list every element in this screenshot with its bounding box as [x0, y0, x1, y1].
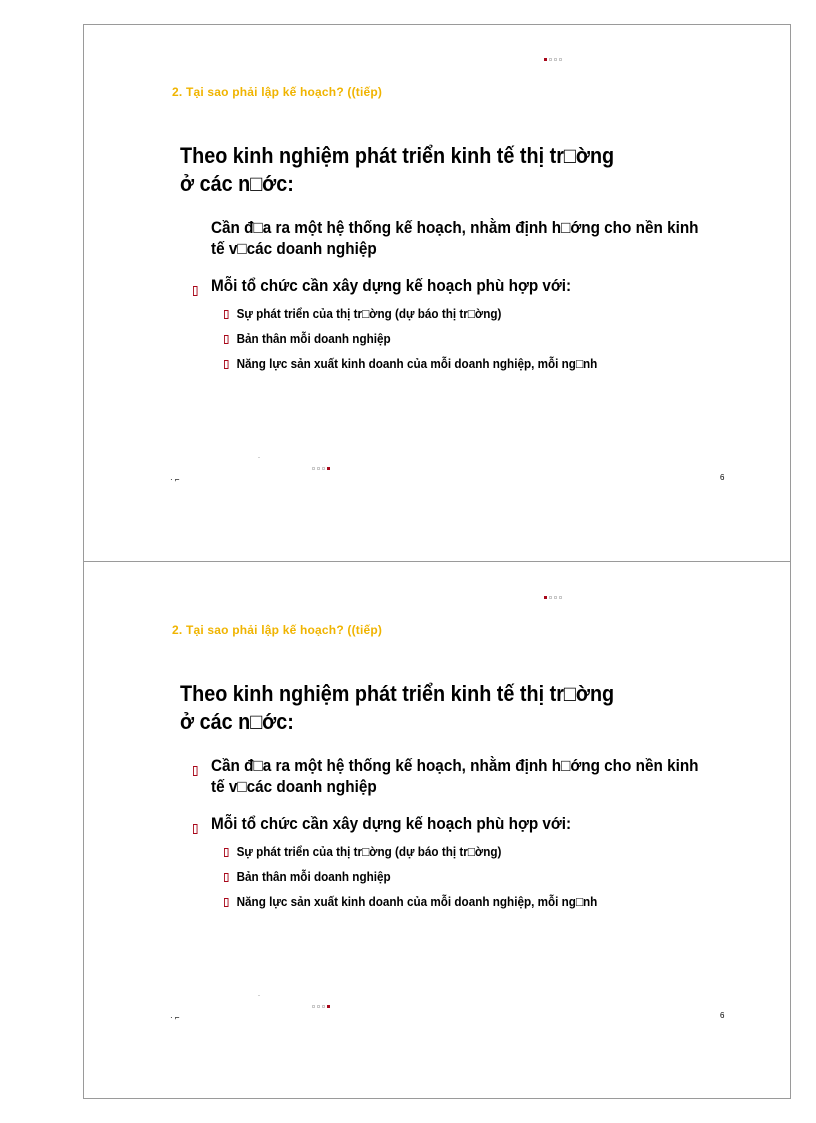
heading-line: ở các n□ớc: — [180, 709, 294, 734]
sub-bullet-text: Bản thân mỗi doanh nghiệp — [236, 331, 391, 346]
bullet-item — [193, 217, 715, 259]
sub-bullet-text: Bản thân mỗi doanh nghiệp — [236, 869, 391, 884]
sub-bullet-item — [224, 356, 728, 372]
bullet-item — [193, 755, 715, 797]
sub-bullet-item — [224, 306, 728, 322]
bullet-marker-icon — [193, 759, 198, 780]
decoration-squares-top — [544, 58, 562, 61]
heading-line: ở các n□ớc: — [180, 171, 294, 196]
bullet-marker-icon — [224, 331, 237, 347]
bullet-marker-icon — [224, 844, 237, 860]
slide-1 — [83, 24, 791, 561]
heading-line: Theo kinh nghiệm phát triển kinh tế thị tr□ờng — [180, 143, 615, 168]
bullet-item — [193, 275, 715, 296]
bullet-marker-icon — [224, 306, 237, 322]
slide-2 — [83, 562, 791, 1099]
decoration-squares-bottom — [312, 467, 330, 470]
slide-heading — [180, 142, 684, 198]
sub-bullet-text: Năng lực sản xuất kinh doanh của mỗi doanh nghiệp, mỗi ng□nh — [236, 356, 598, 371]
bullet-text: Mỗi tổ chức cần xây dựng kế hoạch phù hợp với: — [211, 814, 572, 833]
decoration-dot: · — [258, 993, 260, 999]
sub-bullet-text: Sự phát triển của thị tr□ờng (dự báo thị tr□ờng) — [236, 844, 502, 859]
heading-line: Theo kinh nghiệm phát triển kinh tế thị tr□ờng — [180, 681, 615, 706]
bullet-text: Cần đ□a ra một hệ thống kế hoạch, nhằm định h□ớng cho nền kinh tế v□các doanh nghiệp — [211, 218, 699, 258]
sub-bullet-item — [224, 869, 728, 885]
page-number: 6 — [720, 473, 725, 482]
bullet-marker-icon — [193, 817, 198, 838]
bullet-marker-icon — [193, 279, 198, 300]
bullet-marker-icon — [224, 869, 237, 885]
bullet-text: Cần đ□a ra một hệ thống kế hoạch, nhằm định h□ớng cho nền kinh tế v□các doanh nghiệp — [211, 756, 699, 796]
sub-bullet-item — [224, 331, 728, 347]
corner-mark: · ⌐ — [170, 475, 180, 484]
sub-bullet-text: Sự phát triển của thị tr□ờng (dự báo thị tr□ờng) — [236, 306, 502, 321]
bullet-marker-icon — [224, 356, 237, 372]
sub-bullet-item — [224, 894, 728, 910]
sub-bullet-item — [224, 844, 728, 860]
bullet-item — [193, 813, 715, 834]
slide-subtitle: 2. Tại sao phải lập kế hoạch? ((tiếp) — [172, 623, 383, 637]
decoration-squares-bottom — [312, 1005, 330, 1008]
page-number: 6 — [720, 1011, 725, 1020]
corner-mark: · ⌐ — [170, 1013, 180, 1022]
slide-heading — [180, 680, 684, 736]
decoration-dot: · — [258, 455, 260, 461]
sub-bullet-text: Năng lực sản xuất kinh doanh của mỗi doanh nghiệp, mỗi ng□nh — [236, 894, 598, 909]
slide-subtitle: 2. Tại sao phải lập kế hoạch? ((tiếp) — [172, 85, 383, 99]
decoration-squares-top — [544, 596, 562, 599]
bullet-marker-icon — [224, 894, 237, 910]
bullet-text: Mỗi tổ chức cần xây dựng kế hoạch phù hợp với: — [211, 276, 572, 295]
